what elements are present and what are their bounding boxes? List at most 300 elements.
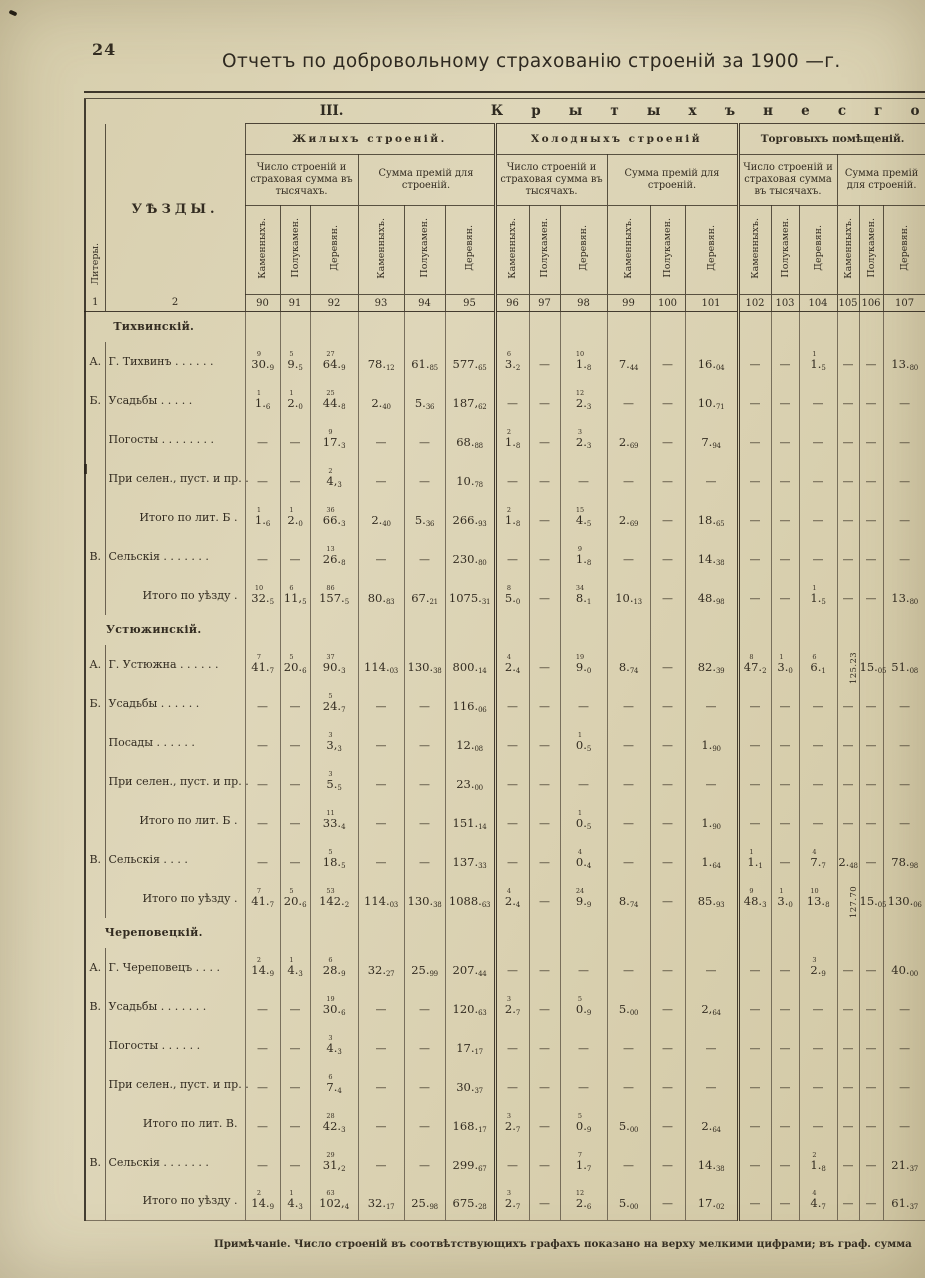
row-litera: А. — [89, 657, 102, 671]
building-count: 4 — [506, 886, 512, 895]
spread-letter: с — [837, 103, 847, 119]
data-cell — [685, 645, 738, 684]
data-cell: — — [859, 1182, 883, 1221]
data-cell — [358, 312, 404, 342]
building-count: 1 — [779, 886, 784, 895]
column-number: 90 — [245, 295, 280, 312]
data-cell: — — [495, 1065, 529, 1104]
data-cell — [650, 615, 685, 645]
data-cell: — — [280, 1143, 310, 1182]
data-cell: — — [607, 537, 650, 576]
data-cell: — — [245, 801, 280, 840]
data-cell: — — [837, 1065, 859, 1104]
data-cell — [560, 801, 607, 840]
data-cell — [358, 1182, 404, 1221]
data-cell: — — [529, 1143, 560, 1182]
cell-value: 207.44 — [452, 962, 487, 978]
data-cell: — — [859, 459, 883, 498]
cell-value: 66.3 — [322, 512, 346, 528]
data-cell — [495, 312, 529, 342]
data-cell: — — [404, 801, 445, 840]
data-cell — [404, 381, 445, 420]
data-cell: — — [280, 1065, 310, 1104]
data-cell: — — [650, 498, 685, 537]
building-count: 53 — [326, 886, 335, 895]
data-cell: — — [799, 537, 837, 576]
cell-value: 25.99 — [411, 962, 438, 978]
cell-value: 1.6 — [254, 395, 271, 411]
data-cell: — — [404, 1065, 445, 1104]
data-cell — [245, 645, 280, 684]
data-cell — [445, 987, 495, 1026]
data-cell — [310, 723, 358, 762]
data-cell: — — [404, 987, 445, 1026]
cell-value: 8.74 — [618, 659, 639, 675]
building-count: 9 — [328, 427, 333, 436]
data-cell — [859, 879, 887, 918]
spread-header-spacer — [85, 99, 245, 124]
data-cell — [245, 342, 280, 381]
data-cell — [280, 879, 310, 918]
data-cell: — — [771, 1104, 799, 1143]
cell-value: 32.27 — [367, 962, 395, 978]
row-litera: В. — [89, 999, 102, 1013]
data-cell — [280, 342, 310, 381]
data-cell — [883, 342, 925, 381]
data-cell — [738, 645, 771, 684]
building-count: 3 — [506, 1111, 512, 1120]
building-count: 28 — [326, 1111, 335, 1120]
cell-value: 2.3 — [575, 434, 592, 450]
data-cell — [495, 645, 529, 684]
data-cell — [310, 684, 358, 723]
data-cell — [310, 1143, 358, 1182]
cell-value: 10.13 — [615, 590, 642, 606]
data-cell: — — [837, 498, 859, 537]
spread-letter: ъ — [724, 103, 736, 119]
cell-value: 1.8 — [504, 512, 521, 528]
building-count: 5 — [328, 691, 333, 700]
row-label: Усадьбы . . . . . . . — [105, 987, 245, 1026]
data-cell — [529, 312, 560, 342]
data-cell: — — [495, 723, 529, 762]
data-cell: — — [685, 459, 738, 498]
data-cell: — — [859, 987, 883, 1026]
cell-value: 15.05 — [859, 893, 887, 909]
data-cell: — — [245, 1143, 280, 1182]
building-count: 1 — [256, 505, 262, 514]
data-cell — [245, 498, 280, 537]
cell-value: 30.6 — [322, 1001, 346, 1017]
data-cell: — — [280, 762, 310, 801]
section-numeral: III. — [319, 103, 344, 119]
data-cell — [685, 312, 738, 342]
data-cell: — — [799, 987, 837, 1026]
cell-value: 2.64 — [701, 1118, 721, 1134]
building-count: 1 — [289, 1189, 294, 1198]
data-cell: — — [799, 801, 837, 840]
cell-value: 2.0 — [287, 395, 303, 411]
cell-value: 0.5 — [575, 815, 592, 831]
row-label: Итого по лит. В. — [105, 1104, 245, 1143]
data-cell: — — [883, 381, 925, 420]
data-cell — [837, 879, 859, 918]
data-cell: — — [859, 801, 883, 840]
data-cell — [859, 918, 883, 948]
cell-value: 23.00 — [456, 776, 483, 792]
data-cell — [883, 840, 925, 879]
cell-value: 80.83 — [367, 590, 395, 606]
table-row — [85, 684, 925, 723]
insurance-table — [84, 99, 925, 1221]
building-count: 4 — [506, 652, 512, 661]
section-title: Череповецкій. — [85, 918, 245, 948]
data-cell: — — [771, 342, 799, 381]
cell-value: 32.17 — [367, 1196, 395, 1212]
data-cell — [685, 537, 738, 576]
cell-value: 26.8 — [322, 551, 346, 567]
data-cell — [310, 1065, 358, 1104]
data-cell — [685, 840, 738, 879]
data-cell: — — [607, 840, 650, 879]
data-cell: — — [404, 1026, 445, 1065]
cell-value: 17.02 — [697, 1196, 725, 1212]
data-cell — [445, 1143, 495, 1182]
data-cell — [445, 1026, 495, 1065]
data-cell: — — [529, 645, 560, 684]
building-count: 34 — [575, 583, 585, 592]
data-cell: — — [738, 1026, 771, 1065]
data-cell — [445, 420, 495, 459]
cell-value: 120.63 — [452, 1001, 487, 1017]
row-litera — [85, 801, 105, 840]
data-cell: — — [245, 1065, 280, 1104]
data-cell: — — [607, 762, 650, 801]
data-cell — [685, 420, 738, 459]
litery-header: Литеры. — [89, 242, 101, 285]
data-cell — [404, 576, 445, 615]
data-cell — [280, 381, 310, 420]
data-cell — [799, 948, 837, 987]
data-cell — [445, 342, 495, 381]
data-cell — [310, 1026, 358, 1065]
building-count: 4 — [812, 847, 817, 856]
column-number: 1 — [85, 295, 105, 312]
cell-value: 114.03 — [364, 893, 398, 909]
building-count: 8 — [506, 583, 512, 592]
data-cell: — — [404, 684, 445, 723]
data-cell: — — [799, 459, 837, 498]
data-cell — [445, 498, 495, 537]
data-cell — [607, 615, 650, 645]
cell-value: 64.9 — [322, 356, 346, 372]
data-cell — [685, 342, 738, 381]
data-cell: — — [529, 762, 560, 801]
data-cell: — — [280, 987, 310, 1026]
data-cell: — — [650, 576, 685, 615]
data-cell: — — [837, 1143, 859, 1182]
data-cell: — — [738, 498, 771, 537]
data-cell — [560, 987, 607, 1026]
building-count: 4 — [812, 1189, 817, 1198]
cell-value: 67.21 — [411, 590, 438, 606]
cell-value: 21.37 — [891, 1157, 918, 1173]
data-cell: — — [607, 801, 650, 840]
data-cell: — — [883, 1065, 925, 1104]
row-litera — [85, 1065, 105, 1104]
row-litera: В. — [89, 852, 102, 866]
cell-value: 13.80 — [891, 356, 918, 372]
double-rule — [84, 91, 925, 99]
data-cell: — — [883, 420, 925, 459]
material-header-halfstone: Полукамен. — [529, 206, 560, 295]
data-cell: — — [883, 498, 925, 537]
data-cell: — — [529, 948, 560, 987]
data-cell — [560, 342, 607, 381]
data-cell — [310, 381, 358, 420]
cell-value: 61.37 — [891, 1196, 918, 1212]
building-count: 1 — [577, 730, 583, 739]
data-cell: — — [358, 684, 404, 723]
column-number: 97 — [529, 295, 560, 312]
cell-value: 12.08 — [456, 737, 483, 753]
cell-value: 1.1 — [747, 854, 763, 870]
data-cell — [685, 723, 738, 762]
data-cell: — — [358, 801, 404, 840]
data-cell: — — [607, 948, 650, 987]
column-number: 106 — [859, 295, 883, 312]
material-header-halfstone: Полукамен. — [404, 206, 445, 295]
data-cell — [358, 576, 404, 615]
data-cell — [771, 645, 799, 684]
data-cell — [560, 1182, 607, 1221]
data-cell — [404, 879, 445, 918]
cell-value: 5.36 — [414, 395, 435, 411]
data-cell: — — [837, 762, 859, 801]
cell-value: 10.71 — [697, 395, 725, 411]
cell-value: 2.7 — [504, 1001, 521, 1017]
building-count: 2 — [506, 427, 512, 436]
cell-value: 157.5 — [319, 590, 349, 606]
data-cell: — — [799, 381, 837, 420]
table-row — [85, 1065, 925, 1104]
cell-value: 1.8 — [810, 1157, 826, 1173]
data-cell: — — [404, 1143, 445, 1182]
cell-value: 17.3 — [322, 434, 346, 450]
data-cell: — — [883, 459, 925, 498]
data-cell — [310, 576, 358, 615]
data-cell — [837, 918, 859, 948]
data-cell — [404, 1182, 445, 1221]
subheader-count: Число строеній и страховая сумма въ тысячахъ. — [495, 155, 607, 206]
data-cell: — — [799, 1065, 837, 1104]
data-cell: — — [529, 840, 560, 879]
data-cell: — — [358, 537, 404, 576]
footnote — [214, 1238, 914, 1250]
building-count: 5 — [577, 1111, 583, 1120]
row-label: Г. Устюжна . . . . . . — [105, 645, 245, 684]
data-cell — [607, 342, 650, 381]
data-cell: — — [495, 840, 529, 879]
data-cell — [358, 498, 404, 537]
building-count: 3 — [577, 427, 583, 436]
cell-value: 2.69 — [618, 434, 639, 450]
column-number: 91 — [280, 295, 310, 312]
cell-value: 0.9 — [575, 1001, 592, 1017]
footnote-label: Примѣчаніе. — [214, 1238, 291, 1250]
data-cell — [445, 684, 495, 723]
data-cell: — — [529, 723, 560, 762]
data-cell — [560, 312, 607, 342]
building-count: 3 — [328, 730, 333, 739]
data-cell: — — [650, 381, 685, 420]
data-cell: — — [859, 420, 883, 459]
data-cell — [495, 879, 529, 918]
data-cell: — — [280, 840, 310, 879]
cell-value: 1.6 — [254, 512, 271, 528]
cell-value: 14.38 — [697, 1157, 725, 1173]
data-cell — [883, 1182, 925, 1221]
row-label: Погосты . . . . . . . . — [105, 420, 245, 459]
building-count: 10 — [810, 886, 819, 895]
data-cell: — — [529, 987, 560, 1026]
data-cell: — — [358, 459, 404, 498]
data-cell: — — [358, 840, 404, 879]
row-label: Сельскія . . . . . . . — [105, 1143, 245, 1182]
spread-letter: н — [763, 103, 774, 119]
building-count: 24 — [575, 886, 585, 895]
cell-value: 14.9 — [251, 1196, 274, 1212]
building-count: 1 — [289, 955, 294, 964]
building-count: 1 — [749, 847, 754, 856]
data-cell: — — [799, 762, 837, 801]
data-cell: — — [280, 684, 310, 723]
data-cell — [245, 918, 280, 948]
data-cell — [280, 615, 310, 645]
column-number: 93 — [358, 295, 404, 312]
row-litera — [85, 1104, 105, 1143]
cell-value: 17.17 — [456, 1040, 483, 1056]
column-number: 96 — [495, 295, 529, 312]
row-label: При селен., пуст. и пр. . — [105, 762, 245, 801]
data-cell: — — [859, 498, 883, 537]
building-count: 3 — [506, 1189, 512, 1198]
data-cell — [404, 498, 445, 537]
data-cell: — — [607, 684, 650, 723]
spread-letter: г — [874, 103, 883, 119]
data-cell: — — [771, 987, 799, 1026]
data-cell: — — [650, 684, 685, 723]
data-cell: — — [529, 420, 560, 459]
row-litera: А. — [89, 354, 102, 368]
row-litera — [85, 459, 105, 498]
data-cell — [837, 615, 859, 645]
data-cell: — — [859, 1026, 883, 1065]
building-count: 1 — [779, 652, 784, 661]
cell-value: 1.64 — [701, 854, 721, 870]
data-cell — [245, 1182, 280, 1221]
cell-value: 5.00 — [618, 1001, 639, 1017]
cell-value: 187,62 — [452, 395, 487, 411]
data-cell — [310, 498, 358, 537]
material-header-wood: Деревян. — [883, 206, 925, 295]
data-cell — [445, 1065, 495, 1104]
data-cell — [883, 948, 925, 987]
cell-value: 1.8 — [504, 434, 521, 450]
building-count: 5 — [289, 652, 294, 661]
cell-value: 33.4 — [322, 815, 346, 831]
building-count: 15 — [575, 505, 585, 514]
data-cell — [280, 1182, 310, 1221]
cell-value: 14.9 — [251, 962, 274, 978]
data-cell: — — [245, 987, 280, 1026]
data-cell: — — [859, 1104, 883, 1143]
data-cell — [310, 801, 358, 840]
cell-value: 4,3 — [326, 473, 342, 489]
data-cell: — — [529, 1182, 560, 1221]
data-cell: — — [650, 879, 685, 918]
data-cell: — — [837, 459, 859, 498]
building-count: 25 — [326, 388, 335, 397]
data-cell — [445, 918, 495, 948]
data-cell — [245, 381, 280, 420]
column-number: 104 — [799, 295, 837, 312]
data-cell — [280, 576, 310, 615]
spread-letter: ы — [568, 103, 583, 119]
building-count: 7 — [256, 652, 262, 661]
cell-value: 4.3 — [326, 1040, 342, 1056]
data-cell: — — [529, 576, 560, 615]
cell-value: 130.06 — [887, 893, 922, 909]
material-header-wood: Деревян. — [560, 206, 607, 295]
material-header-wood: Деревян. — [799, 206, 837, 295]
data-cell — [738, 918, 771, 948]
data-cell: — — [771, 381, 799, 420]
data-cell — [310, 615, 358, 645]
data-cell — [685, 1104, 738, 1143]
row-litera: В. — [89, 1155, 102, 1169]
data-cell: — — [529, 801, 560, 840]
material-header-wood: Деревян. — [310, 206, 358, 295]
data-cell — [883, 312, 925, 342]
data-cell — [799, 918, 837, 948]
material-header-stone: Каменныхъ. — [607, 206, 650, 295]
data-cell — [607, 1182, 650, 1221]
cell-value: 6.1 — [810, 659, 826, 675]
data-cell: — — [529, 342, 560, 381]
cell-value: 577.65 — [452, 356, 487, 372]
data-cell — [560, 1104, 607, 1143]
subheader-premium: Сумма премій для строеній. — [358, 155, 495, 206]
data-cell — [799, 615, 837, 645]
cell-value: 13.80 — [891, 590, 918, 606]
data-cell: — — [607, 459, 650, 498]
data-cell — [358, 342, 404, 381]
data-cell: — — [358, 987, 404, 1026]
data-cell — [495, 342, 529, 381]
cell-value: 4.3 — [287, 962, 303, 978]
row-label: Г. Тихвинъ . . . . . . — [105, 342, 245, 381]
data-cell: — — [738, 1065, 771, 1104]
data-cell: — — [859, 381, 883, 420]
material-header-stone: Каменныхъ. — [358, 206, 404, 295]
data-cell — [607, 1104, 650, 1143]
building-count: 9 — [577, 544, 583, 553]
building-count: 5 — [577, 994, 583, 1003]
cell-value: 5.0 — [504, 590, 521, 606]
data-cell — [310, 537, 358, 576]
table-row — [85, 879, 925, 918]
